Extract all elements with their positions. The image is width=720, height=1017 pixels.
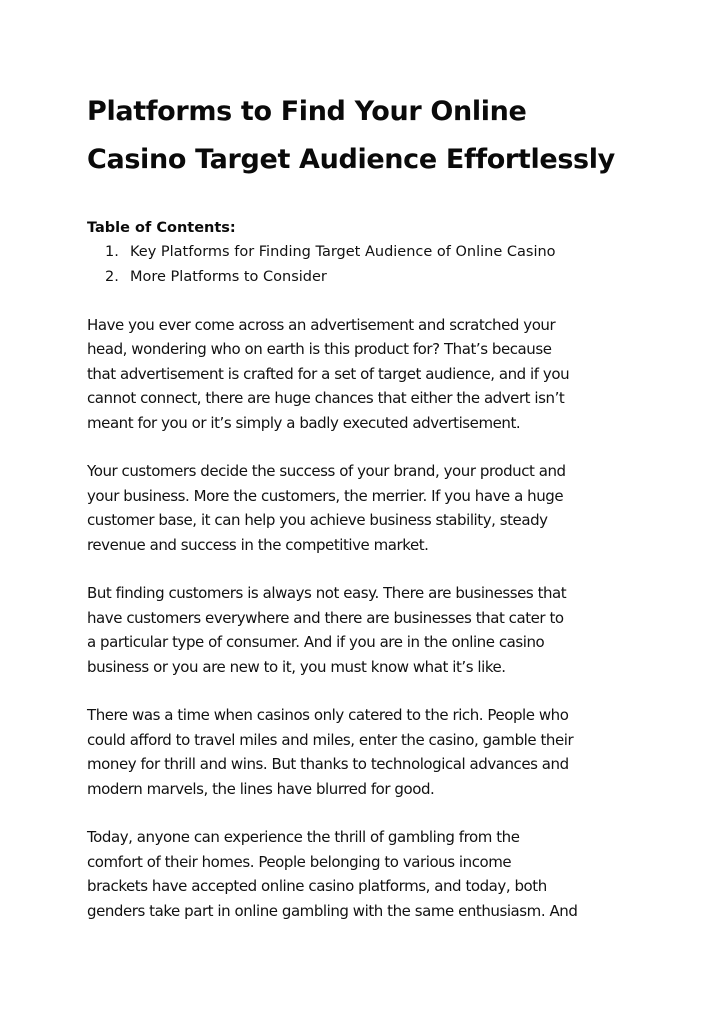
paragraph-line: There was a time when casinos only catered to the rich. People who — [87, 706, 569, 725]
paragraph-5 — [87, 825, 634, 923]
paragraph-2 — [87, 459, 634, 557]
paragraph-line: Your customers decide the success of your brand, your product and — [87, 462, 566, 481]
title-line-2: Casino Target Audience Effortlessly — [87, 144, 615, 175]
paragraph-line: revenue and success in the competitive market. — [87, 535, 429, 554]
table-of-contents — [87, 216, 634, 289]
toc-item-number: 2. — [105, 268, 119, 285]
paragraph-line: modern marvels, the lines have blurred for good. — [87, 779, 435, 798]
paragraph-line: business or you are new to it, you must know what it’s like. — [87, 657, 506, 676]
paragraph-line: Today, anyone can experience the thrill of gambling from the — [87, 828, 520, 847]
paragraph-line: your business. More the customers, the merrier. If you have a huge — [87, 486, 564, 505]
toc-item-label: More Platforms to Consider — [130, 268, 327, 285]
toc-item — [105, 240, 634, 265]
paragraph-line: genders take part in online gambling with the same enthusiasm. And — [87, 901, 578, 920]
toc-item — [105, 265, 634, 290]
paragraph-line: Have you ever come across an advertisement and scratched your — [87, 316, 556, 334]
paragraph-line: could afford to travel miles and miles, enter the casino, gamble their — [87, 730, 574, 749]
paragraph-line: But finding customers is always not easy. There are businesses that — [87, 584, 567, 603]
toc-item-number: 1. — [105, 244, 119, 260]
paragraph-line: money for thrill and wins. But thanks to technological advances and — [87, 755, 569, 774]
paragraph-line: head, wondering who on earth is this product for? That’s because — [87, 340, 552, 359]
toc-heading: Table of Contents: — [87, 220, 236, 236]
paragraph-line: meant for you or it’s simply a badly executed advertisement. — [87, 413, 521, 432]
toc-list — [105, 240, 634, 289]
paragraph-line: brackets have accepted online casino platforms, and today, both — [87, 877, 547, 896]
paragraph-line: have customers everywhere and there are businesses that cater to — [87, 608, 564, 627]
page-title — [87, 88, 634, 184]
paragraph-3 — [87, 581, 634, 679]
paragraph-line: a particular type of consumer. And if you are in the online casino — [87, 633, 545, 652]
paragraph-1 — [87, 313, 634, 435]
paragraph-line: comfort of their homes. People belonging to various income — [87, 852, 512, 871]
title-line-1: Platforms to Find Your Online — [87, 96, 527, 127]
paragraph-4 — [87, 703, 634, 801]
paragraph-line: that advertisement is crafted for a set of target audience, and if you — [87, 364, 570, 383]
paragraph-line: customer base, it can help you achieve business stability, steady — [87, 511, 548, 530]
paragraph-line: cannot connect, there are huge chances that either the advert isn’t — [87, 389, 565, 408]
toc-item-label: Key Platforms for Finding Target Audience of Online Casino — [130, 244, 556, 260]
